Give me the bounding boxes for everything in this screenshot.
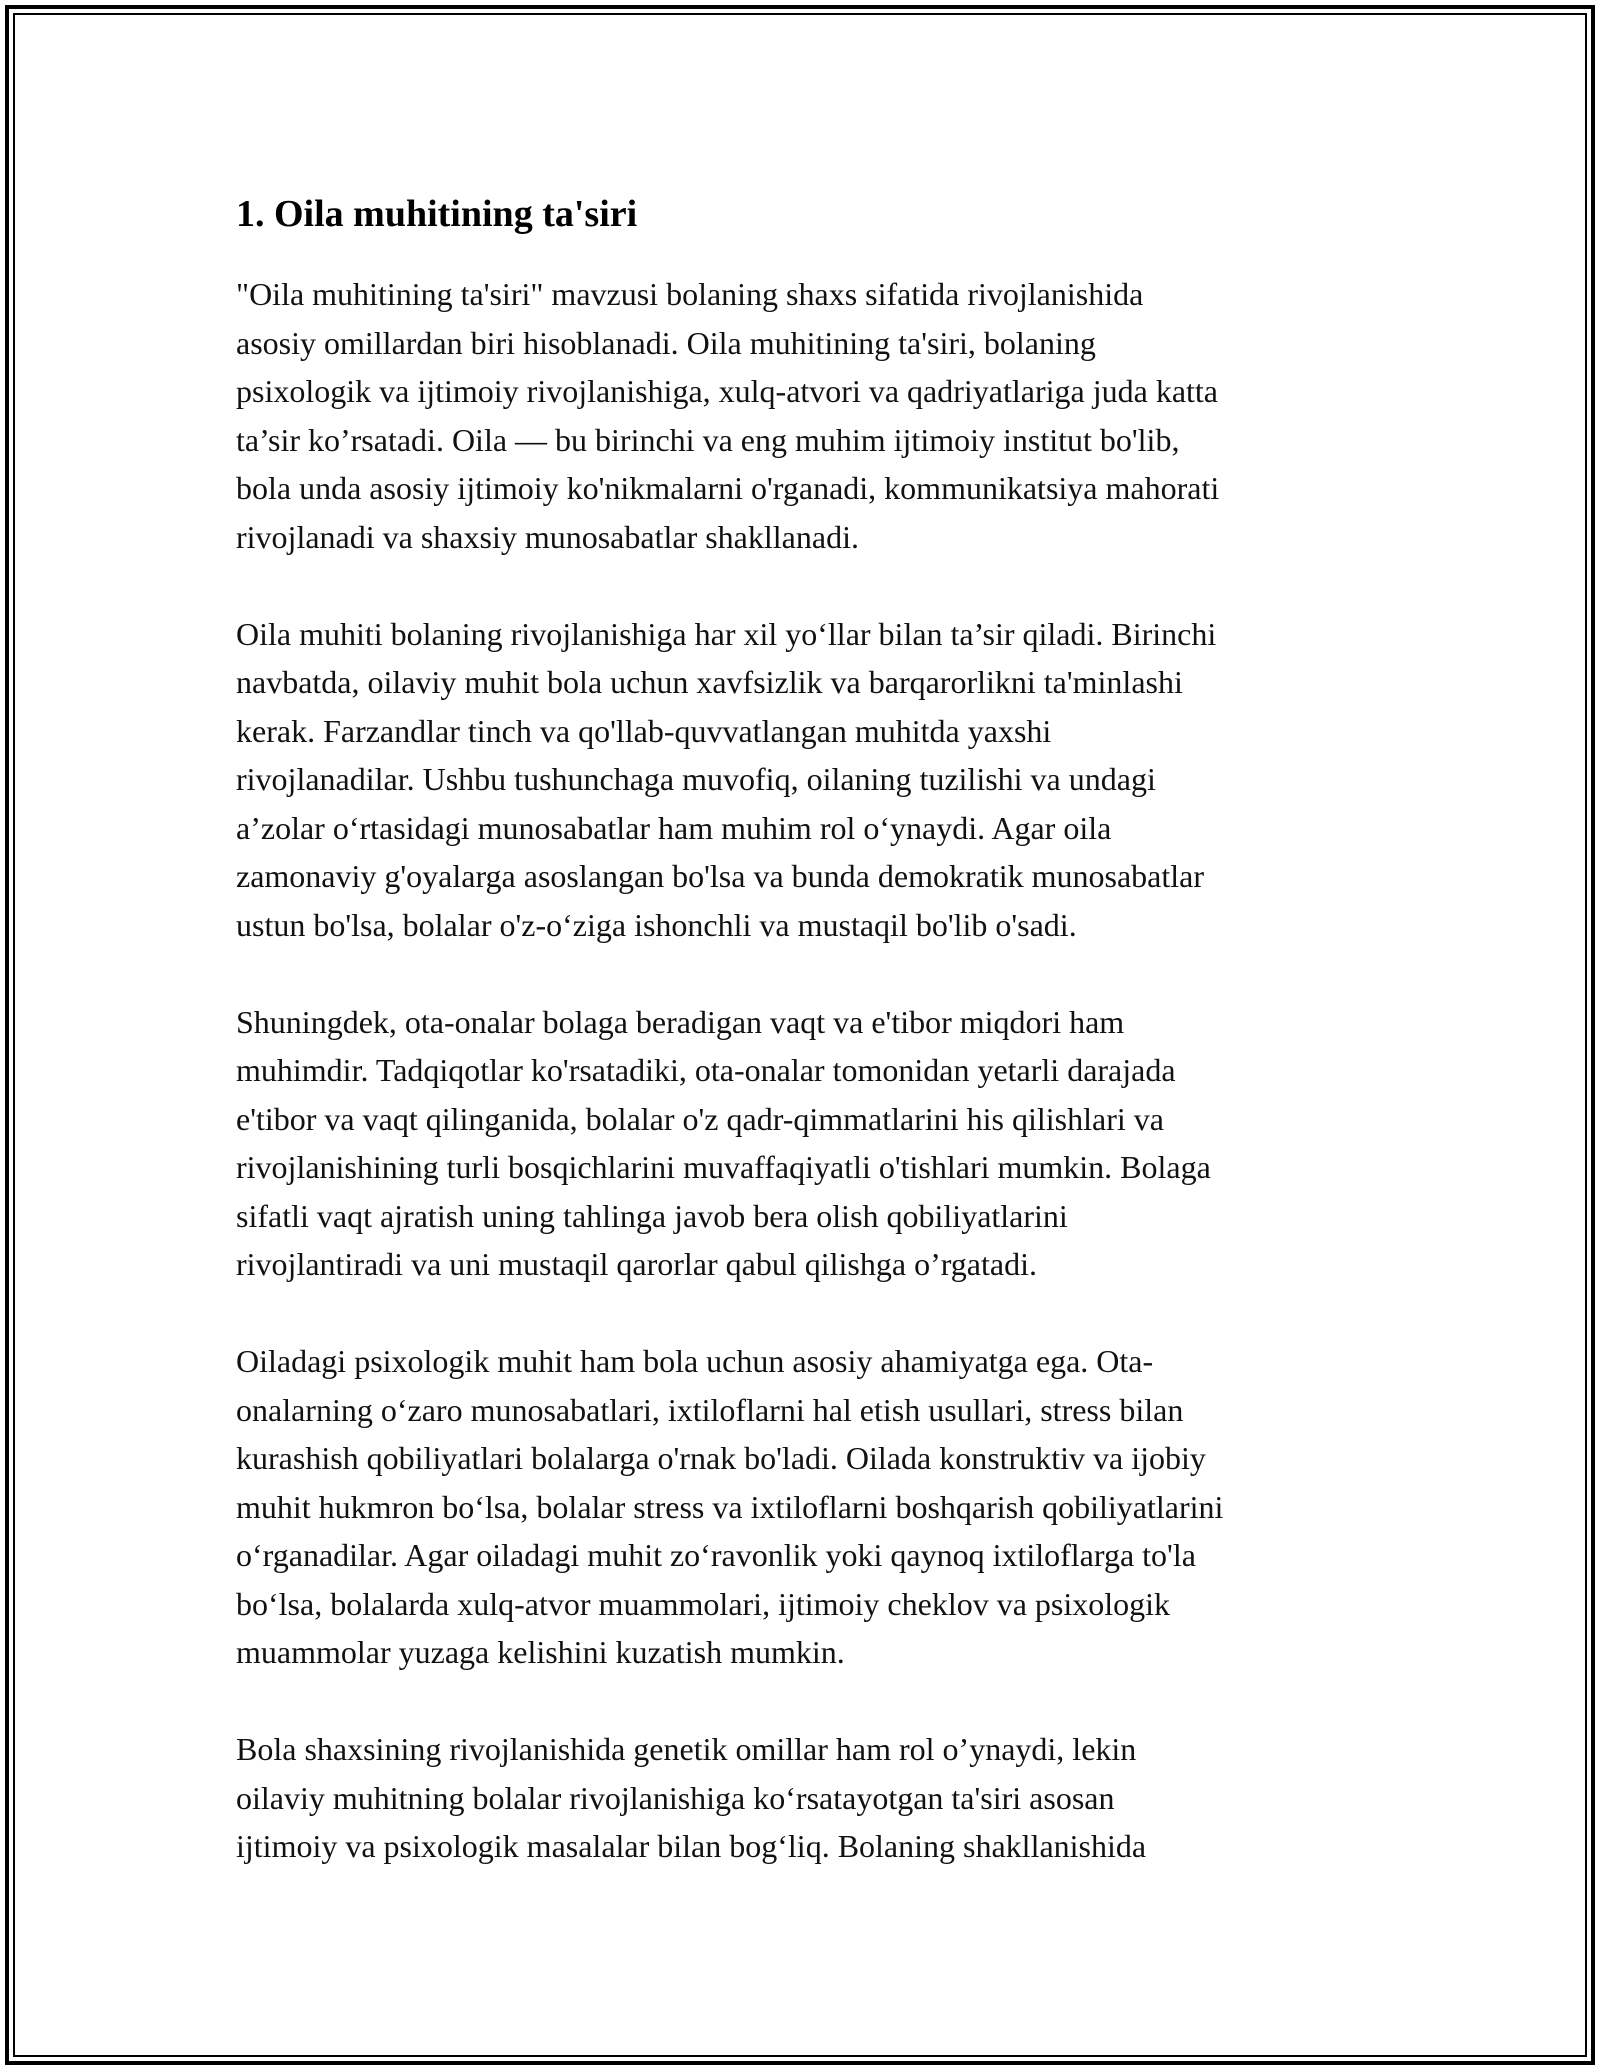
- paragraph-line: Oiladagi psixologik muhit ham bola uchun asosiy ahamiyatga ega. Ota-: [236, 1343, 1154, 1379]
- paragraph-line: kurashish qobiliyatlari bolalarga o'rnak bo'ladi. Oilada konstruktiv va ijobiy: [236, 1440, 1206, 1476]
- paragraph-1: [236, 270, 1366, 561]
- paragraph-line: rivojlantiradi va uni mustaqil qarorlar qabul qilishga o’rgatadi.: [236, 1246, 1037, 1282]
- paragraph-line: psixologik va ijtimoiy rivojlanishiga, xulq-atvori va qadriyatlariga juda katta: [236, 373, 1218, 409]
- paragraph-line: o‘rganadilar. Agar oiladagi muhit zo‘ravonlik yoki qaynoq ixtiloflarga to'la: [236, 1537, 1196, 1573]
- paragraph-line: zamonaviy g'oyalarga asoslangan bo'lsa va bunda demokratik munosabatlar: [236, 858, 1204, 894]
- paragraph-line: Shuningdek, ota-onalar bolaga beradigan vaqt va e'tibor miqdori ham: [236, 1003, 1125, 1040]
- paragraph-line: muhit hukmron bo‘lsa, bolalar stress va ixtiloflarni boshqarish qobiliyatlarini: [236, 1488, 1224, 1525]
- paragraph-line: kerak. Farzandlar tinch va qo'llab-quvvatlangan muhitda yaxshi: [236, 712, 1052, 749]
- paragraph-line: ijtimoiy va psixologik masalalar bilan bog‘liq. Bolaning shakllanishida: [236, 1828, 1147, 1864]
- paragraph-line: muammolar yuzaga kelishini kuzatish mumkin.: [236, 1634, 845, 1670]
- document-body: [236, 186, 1366, 1919]
- paragraph-line: bola unda asosiy ijtimoiy ko'nikmalarni o'rganadi, kommunikatsiya mahorati: [236, 470, 1220, 506]
- paragraph-line: e'tibor va vaqt qilinganida, bolalar o'z qadr-qimmatlarini his qilishlari va: [236, 1100, 1164, 1137]
- paragraph-line: bo‘lsa, bolalarda xulq-atvor muammolari, ijtimoiy cheklov va psixologik: [236, 1585, 1171, 1622]
- paragraph-line: rivojlanadi va shaxsiy munosabatlar shakllanadi.: [236, 518, 859, 555]
- paragraph-line: "Oila muhitining ta'siri" mavzusi bolaning shaxs sifatida rivojlanishida: [236, 276, 1144, 312]
- paragraph-line: Oila muhiti bolaning rivojlanishiga har xil yo‘llar bilan ta’sir qiladi. Birinchi: [236, 615, 1217, 652]
- paragraph-line: sifatli vaqt ajratish uning tahlinga javob bera olish qobiliyatlarini: [236, 1197, 1068, 1234]
- paragraph-5: [236, 1725, 1366, 1871]
- paragraph-4: [236, 1337, 1366, 1677]
- paragraph-2: [236, 610, 1366, 950]
- paragraph-line: Bola shaxsining rivojlanishida genetik omillar ham rol o’ynaydi, lekin: [236, 1731, 1137, 1767]
- paragraph-line: rivojlanadilar. Ushbu tushunchaga muvofiq, oilaning tuzilishi va undagi: [236, 761, 1156, 797]
- paragraph-line: onalarning o‘zaro munosabatlari, ixtiloflarni hal etish usullari, stress bilan: [236, 1391, 1184, 1428]
- paragraph-3: [236, 998, 1366, 1289]
- paragraph-line: oilaviy muhitning bolalar rivojlanishiga ko‘rsatayotgan ta'siri asosan: [236, 1779, 1115, 1816]
- paragraph-line: ta’sir ko’rsatadi. Oila — bu birinchi va eng muhim ijtimoiy institut bo'lib,: [236, 421, 1180, 458]
- paragraph-line: muhimdir. Tadqiqotlar ko'rsatadiki, ota-onalar tomonidan yetarli darajada: [236, 1052, 1176, 1088]
- paragraph-line: ustun bo'lsa, bolalar o'z-o‘ziga ishonchli va mustaqil bo'lib o'sadi.: [236, 906, 1077, 943]
- section-heading: 1. Oila muhitining ta'siri: [236, 193, 638, 235]
- paragraph-line: navbatda, oilaviy muhit bola uchun xavfsizlik va barqarorlikni ta'minlashi: [236, 664, 1183, 700]
- paragraph-line: a’zolar o‘rtasidagi munosabatlar ham muhim rol o‘ynaydi. Agar oila: [236, 809, 1112, 846]
- paragraph-line: asosiy omillardan biri hisoblanadi. Oila muhitining ta'siri, bolaning: [236, 324, 1096, 361]
- paragraph-line: rivojlanishining turli bosqichlarini muvaffaqiyatli o'tishlari mumkin. Bolaga: [236, 1149, 1211, 1185]
